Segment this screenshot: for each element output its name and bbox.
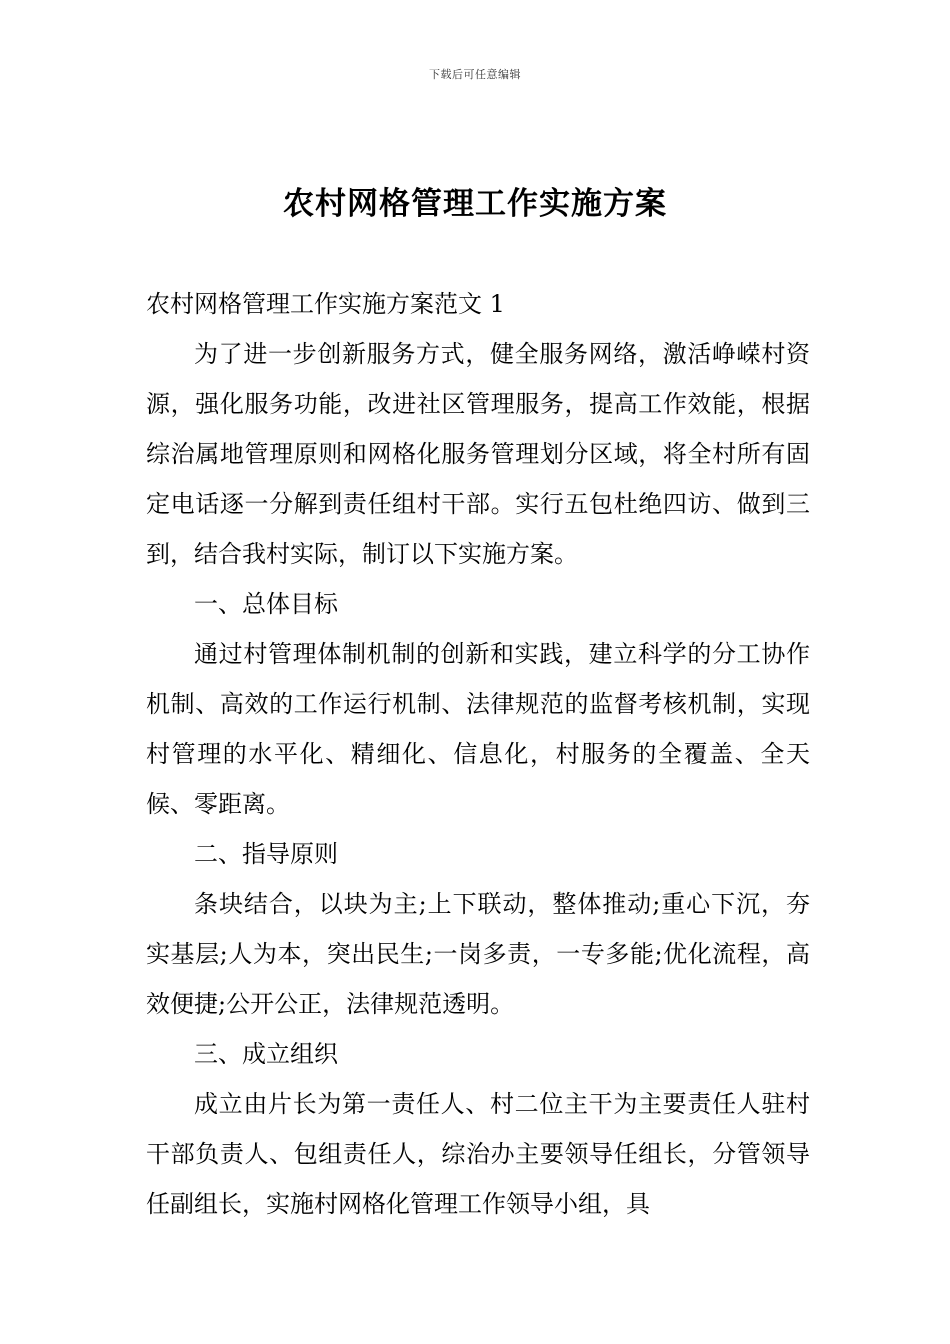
header-note: 下载后可任意编辑: [429, 68, 521, 81]
section-heading-organization: 三、成立组织: [194, 1040, 338, 1068]
document-title: 农村网格管理工作实施方案: [283, 186, 667, 222]
section-heading-goals: 一、总体目标: [194, 590, 338, 618]
section-paragraph-goals: 通过村管理体制机制的创新和实践，建立科学的分工协作机制、高效的工作运行机制、法律规范的监督考核机制，实现村管理的水平化、精细化、信息化，村服务的全覆盖、全天候、零距离。: [146, 640, 810, 818]
section-paragraph-principles: 条块结合，以块为主;上下联动，整体推动;重心下沉，夯实基层;人为本，突出民生;一岗多责，一专多能;优化流程，高效便捷;公开公正，法律规范透明。: [146, 890, 810, 1018]
intro-paragraph: 为了进一步创新服务方式，健全服务网络，激活峥嵘村资源，强化服务功能，改进社区管理服务，提高工作效能，根据综治属地管理原则和网格化服务管理划分区域，将全村所有固定电话逐一分解到责任组村干部。实行五包杜绝四访、做到三到，结合我村实际，制订以下实施方案。: [146, 340, 810, 568]
section-heading-principles: 二、指导原则: [194, 840, 338, 868]
document-body: [146, 279, 810, 1229]
document-subtitle: 农村网格管理工作实施方案范文 1: [146, 290, 505, 318]
section-paragraph-organization: 成立由片长为第一责任人、村二位主干为主要责任人驻村干部负责人、包组责任人，综治办主要领导任组长，分管领导任副组长，实施村网格化管理工作领导小组，具: [146, 1090, 810, 1218]
